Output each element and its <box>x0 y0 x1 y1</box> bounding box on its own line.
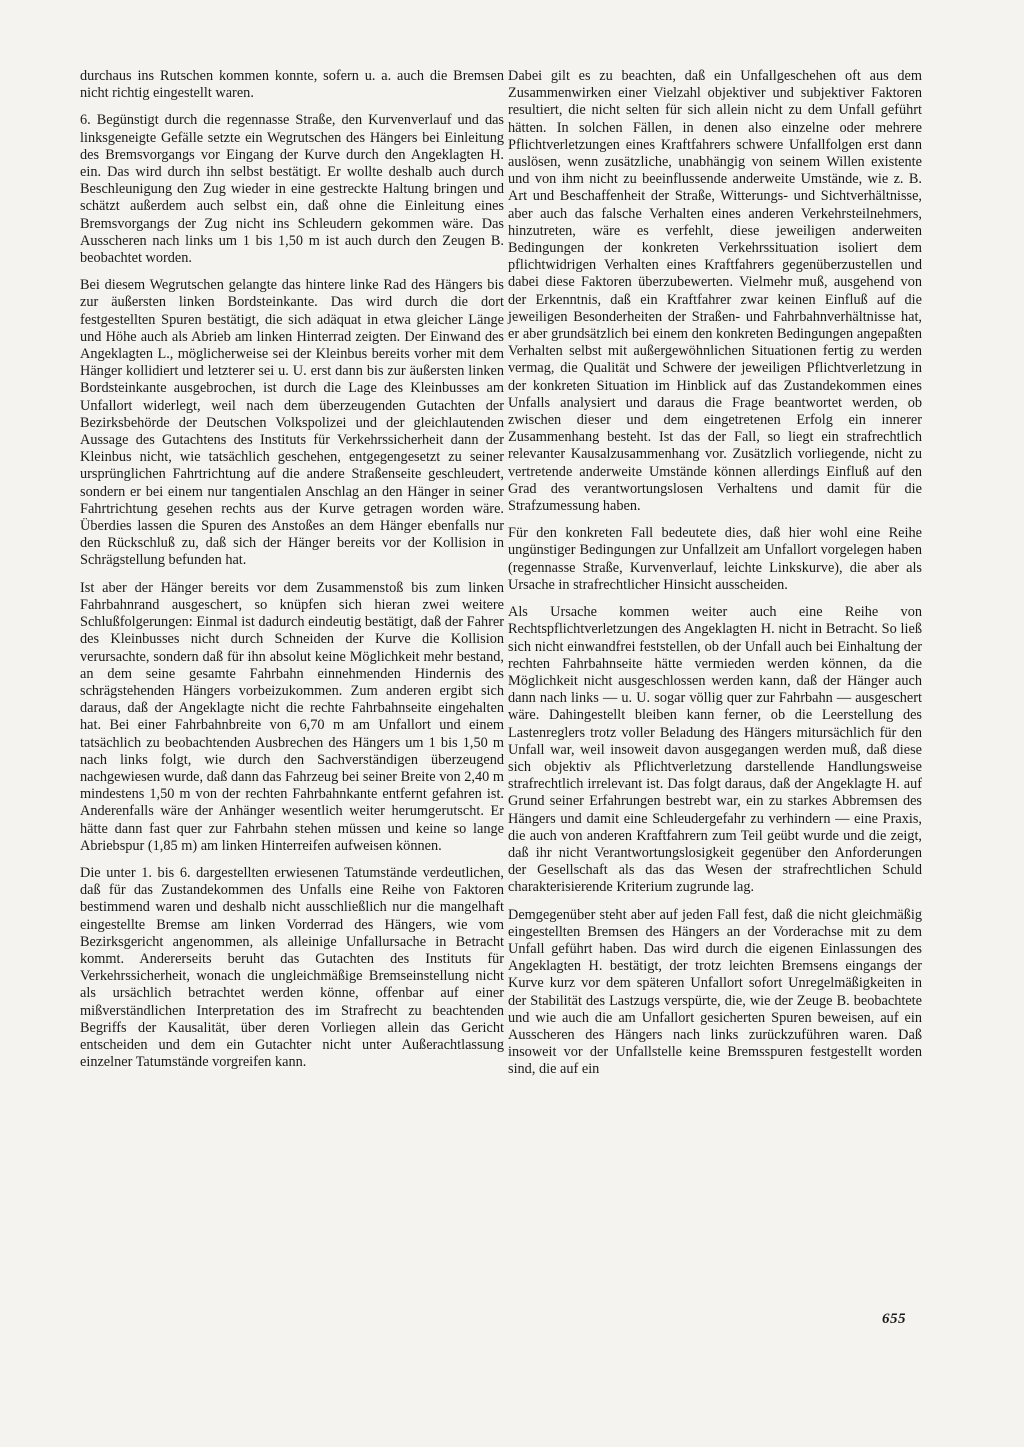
page-number: 655 <box>882 1311 906 1327</box>
paragraph: Demgegenüber steht aber auf jeden Fall fest, daß die nicht gleichmäßig eingestellten Bremsen des Hängers an der Vorderachse mit zu dem Unfall geführt haben. Das wird durch die eigenen Einlassungen des Angeklagten H. bestätigt, der trotz leichten Bremsens eingangs der Kurve kurz vor dem späteren Unfallort sofort Unregelmäßigkeiten in der Stabilität des Lastzugs verspürte, die, wie der Zeuge B. beobachtete und wie auch die am Unfallort gesicherten Spuren beweisen, auf ein Ausscheren des Hängers nach links zurückzuführen waren. Daß insoweit vor der Unfallstelle keine Bremsspuren festgestellt worden sind, die auf ein <box>508 906 922 1078</box>
paragraph: Ist aber der Hänger bereits vor dem Zusammenstoß bis zum linken Fahrbahnrand ausgeschert, so knüpfen sich hieran zwei weitere Schlußfolgerungen: Einmal ist dadurch eindeutig bestätigt, daß der Fahrer des Kleinbusses nicht durch Schneiden der Kurve die Kollision verursachte, sondern daß für ihn absolut keine Möglichkeit mehr bestand, an dem seine gesamte Fahrbahn einnehmenden Hindernis des schrägstehenden Hängers vorbeizukommen. Zum anderen ergibt sich daraus, daß der Angeklagte nicht die rechte Fahrbahnseite eingehalten hat. Bei einer Fahrbahnbreite von 6,70 m am Unfallort und einem tatsächlich zu beobachtenden Ausbrechen des Hängers um 1 bis 1,50 m nach links folgt, wie durch den Sachverständigen überzeugend nachgewiesen wurde, daß dann das Fahrzeug bei seiner Breite von 2,40 m mindestens 1,50 m von der rechten Fahrbahnkante entfernt gefahren ist. Anderenfalls wäre der Anhänger wesentlich weiter herumgerutscht. Er hätte dann fast quer zur Fahrbahn stehen müssen und keine so lange Abriebspur (1,85 m) am linken Hinterreifen aufweisen können. <box>80 579 504 854</box>
left-column <box>80 68 504 1081</box>
paragraph: Dabei gilt es zu beachten, daß ein Unfallgeschehen oft aus dem Zusammenwirken einer Vielzahl objektiver und subjektiver Faktoren resultiert, die nicht selten für sich allein nicht zu dem Unfall geführt hätten. In solchen Fällen, in denen also einzelne oder mehrere Pflichtverletzungen eines Kraftfahrers schwere Unfallfolgen erst dann auslösen, wenn zusätzliche, unabhängig von seinem Willen existente und von ihm nicht zu beeinflussende anderweite Umstände, wie z. B. Art und Beschaffenheit der Straße, Witterungs- und Sichtverhältnisse, aber auch das falsche Verhalten eines anderen Verkehrsteilnehmers, hinzutreten, wäre es verfehlt, diese jeweiligen anderweiten Bedingungen der konkreten Verkehrssituation isoliert dem pflichtwidrigen Verhalten eines Kraftfahrers gegenüberzustellen und dabei diese Faktoren überzubewerten. Vielmehr muß, ausgehend von der Erkenntnis, daß ein Kraftfahrer zwar keinen Einfluß auf die jeweiligen Besonderheiten der Straßen- und Fahrbahnverhältnisse hat, er aber grundsätzlich bei einem den konkreten Bedingungen angepaßten Verhalten selbst mit außergewöhnlichen Situationen fertig zu werden vermag, die Qualität und Schwere der jeweiligen Pflichtverletzung in der konkreten Situation im Hinblick auf das Zustandekommen eines Unfalls analysiert und daraus die Frage beantwortet werden, ob zwischen dieser und dem eingetretenen Erfolg ein innerer Zusammenhang besteht. Ist das der Fall, so liegt ein strafrechtlich relevanter Kausalzusammenhang vor. Zusätzlich vorliegende, nicht zu vertretende anderweite Umstände können allerdings Einfluß auf den Grad des verantwortungslosen Verhaltens und damit für die Strafzumessung haben. <box>508 68 922 515</box>
paragraph: Als Ursache kommen weiter auch eine Reihe von Rechtspflichtverletzungen des Angeklagten H. nicht in Betracht. So ließ sich nicht einwandfrei feststellen, ob der Unfall auch bei Einhaltung der rechten Fahrbahnseite hätte vermieden werden können, da die Möglichkeit nicht ausgeschlossen werden kann, daß der Hänger auch dann nach links — u. U. sogar völlig quer zur Fahrbahn — ausgeschert wäre. Dahingestellt bleiben kann ferner, ob die Leerstellung des Lastenreglers trotz voller Beladung des Hängers mitursächlich für den Unfall war, weil insoweit davon ausgegangen werden muß, daß diese sich objektiv als Pflichtverletzung darstellende Handlungsweise strafrechtlich irrelevant ist. Das folgt daraus, daß der Angeklagte H. auf Grund seiner Erfahrungen bestrebt war, ein zu starkes Abbremsen des Hängers und damit eine Schleudergefahr zu verhindern — eine Praxis, die auch von anderen Kraftfahrern zum Teil geübt wurde und die zeigt, daß ihr nicht Verantwortungslosigkeit gegenüber den Anforderungen der Gesellschaft als das das Wesen der strafrechtlichen Schuld charakterisierende Kriterium zugrunde lag. <box>508 604 922 896</box>
paragraph: Bei diesem Wegrutschen gelangte das hintere linke Rad des Hängers bis zur äußersten linken Bordsteinkante. Das wird durch die dort festgestellten Spuren bestätigt, die sich adäquat in etwa gleicher Länge und Höhe auch als Abrieb am linken Hinterrad zeigten. Der Einwand des Angeklagten L., möglicherweise sei der Kleinbus bereits vorher mit dem Hänger kollidiert und letzterer sei u. U. erst dann bis zur äußersten linken Bordsteinkante ausgebrochen, ist durch die Lage des Kleinbusses am Unfallort widerlegt, weil nach dem überzeugenden Gutachten der Bezirksbehörde der Deutschen Volkspolizei und der gleichlautenden Aussage des Gutachtens des Instituts für Verkehrssicherheit dann der Kleinbus nicht, wie tatsächlich geschehen, entgegengesetzt zu seiner ursprünglichen Fahrtrichtung auf die andere Straßenseite geschleudert, sondern er bei einem nur tangentialen Anschlag an den Hänger in seiner Fahrtrichtung gesehen rechts aus der Kurve getragen worden wäre. Überdies lassen die Spuren des Anstoßes an dem Hänger ebenfalls nur den Rückschluß zu, daß sich der Hänger bereits vor der Kollision in Schrägstellung befunden hat. <box>80 277 504 569</box>
paragraph: durchaus ins Rutschen kommen konnte, sofern u. a. auch die Bremsen nicht richtig eingestellt waren. <box>80 68 504 102</box>
right-column <box>508 68 922 1089</box>
paragraph: Für den konkreten Fall bedeutete dies, daß hier wohl eine Reihe ungünstiger Bedingungen zur Unfallzeit am Unfallort vorgelegen haben (regennasse Straße, Kurvenverlauf, leichte Linkskurve), die aber als Ursache in strafrechtlicher Hinsicht ausscheiden. <box>508 525 922 593</box>
paragraph: Die unter 1. bis 6. dargestellten erwiesenen Tatumstände verdeutlichen, daß für das Zustandekommen des Unfalls eine Reihe von Faktoren bestimmend waren und deshalb nicht ausschließlich nur die mangelhaft eingestellte Bremse am linken Vorderrad des Hängers, wie vom Bezirksgericht angenommen, als alleinige Unfallursache in Betracht kommt. Andererseits beruht das Gutachten des Instituts für Verkehrssicherheit, wonach die ungleichmäßige Bremseinstellung nicht als ursächlich betrachtet werden könne, offenbar auf einer mißverständlichen Interpretation des im Strafrecht zu beachtenden Begriffs der Kausalität, über deren Vorliegen allein das Gericht entscheiden und dem ein Gutachter nicht unter Außerachtlassung einzelner Tatumstände vorgreifen kann. <box>80 864 504 1071</box>
paragraph: 6. Begünstigt durch die regennasse Straße, den Kurvenverlauf und das linksgeneigte Gefälle setzte ein Wegrutschen des Hängers bei Einleitung des Bremsvorgangs vor Eingang der Kurve durch den Angeklagten H. ein. Das wird durch ihn selbst bestätigt. Er wollte deshalb auch durch Beschleunigung den Zug wieder in eine gestreckte Haltung bringen und schätzt außerdem auch selbst ein, daß ohne die Einleitung eines Bremsvorgangs der Zug nicht ins Schleudern gekommen wäre. Das Ausscheren nach links um 1 bis 1,50 m ist auch durch den Zeugen B. beobachtet worden. <box>80 112 504 267</box>
